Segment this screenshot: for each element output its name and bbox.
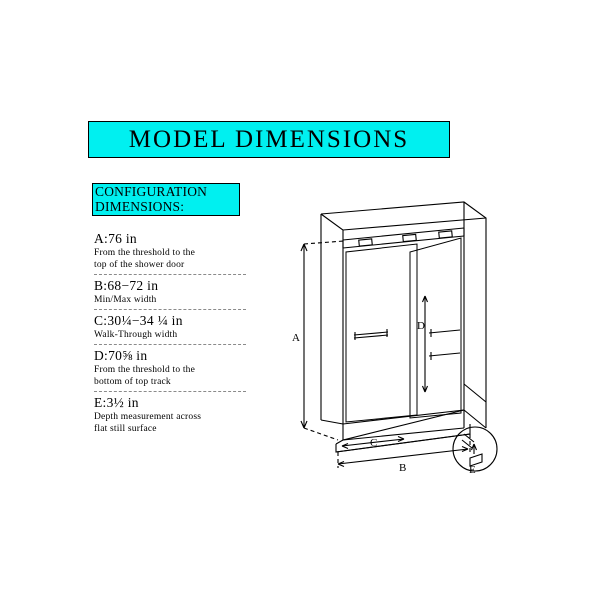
handle-bar-slide-bottom	[429, 353, 460, 356]
spec-item-b	[94, 275, 246, 310]
dimension-label-d: D	[417, 320, 425, 332]
spec-note-c-line1: Walk-Through width	[94, 330, 178, 340]
enclosure-right-base-edge	[464, 410, 486, 428]
dimension-label-e: E	[469, 464, 476, 476]
shower-door-drawing	[258, 196, 578, 516]
detail-leader-e-2	[464, 434, 474, 442]
enclosure-left-bottom-edge	[321, 420, 343, 424]
spec-label-b: B:68−72 in	[94, 278, 159, 293]
spec-label-c: C:30¼−34 ¼ in	[94, 313, 183, 328]
config-heading-line2: DIMENSIONS:	[95, 199, 185, 214]
spec-note-d-line1: From the threshold to the	[94, 365, 196, 375]
roller-right	[439, 231, 453, 238]
spec-item-c	[94, 310, 246, 345]
enclosure-right-bottom-edge	[464, 384, 486, 402]
shower-door-svg	[258, 196, 578, 516]
dimension-label-b: B	[399, 462, 407, 474]
extension-line-a-top	[304, 241, 344, 244]
spec-item-e	[94, 392, 246, 438]
threshold-top-line	[343, 410, 464, 424]
dimension-label-a: A	[292, 332, 300, 344]
spec-label-d: D:70⅝ in	[94, 348, 148, 363]
page-title: MODEL DIMENSIONS	[128, 126, 410, 153]
spec-note-e-line1: Depth measurement across	[94, 412, 202, 422]
handle-bar-slide-top	[429, 330, 460, 333]
enclosure-left-inner-edge	[321, 214, 343, 424]
spec-note-d-line2: bottom of top track	[94, 377, 171, 387]
floor-flange-left-join	[336, 440, 343, 444]
spec-note-a-line2: top of the shower door	[94, 260, 185, 270]
roller-left	[359, 239, 373, 246]
spec-label-e: E:3½ in	[94, 395, 139, 410]
spec-note-b-line1: Min/Max width	[94, 295, 157, 305]
spec-note-a-line1: From the threshold to the	[94, 248, 196, 258]
spec-item-d	[94, 345, 246, 392]
dimension-label-c: C	[370, 437, 378, 449]
handle-bar-fixed	[354, 332, 388, 335]
config-heading-line1: CONFIGURATION	[95, 184, 208, 199]
roller-mid	[403, 234, 417, 241]
config-heading	[95, 184, 255, 214]
spec-note-e-line2: flat still surface	[94, 424, 157, 434]
extension-line-a-bottom	[304, 428, 338, 440]
spec-label-a: A:76 in	[94, 231, 137, 246]
specification-list	[94, 228, 246, 438]
handle-bar-fixed-2	[354, 335, 388, 338]
spec-item-a	[94, 228, 246, 275]
